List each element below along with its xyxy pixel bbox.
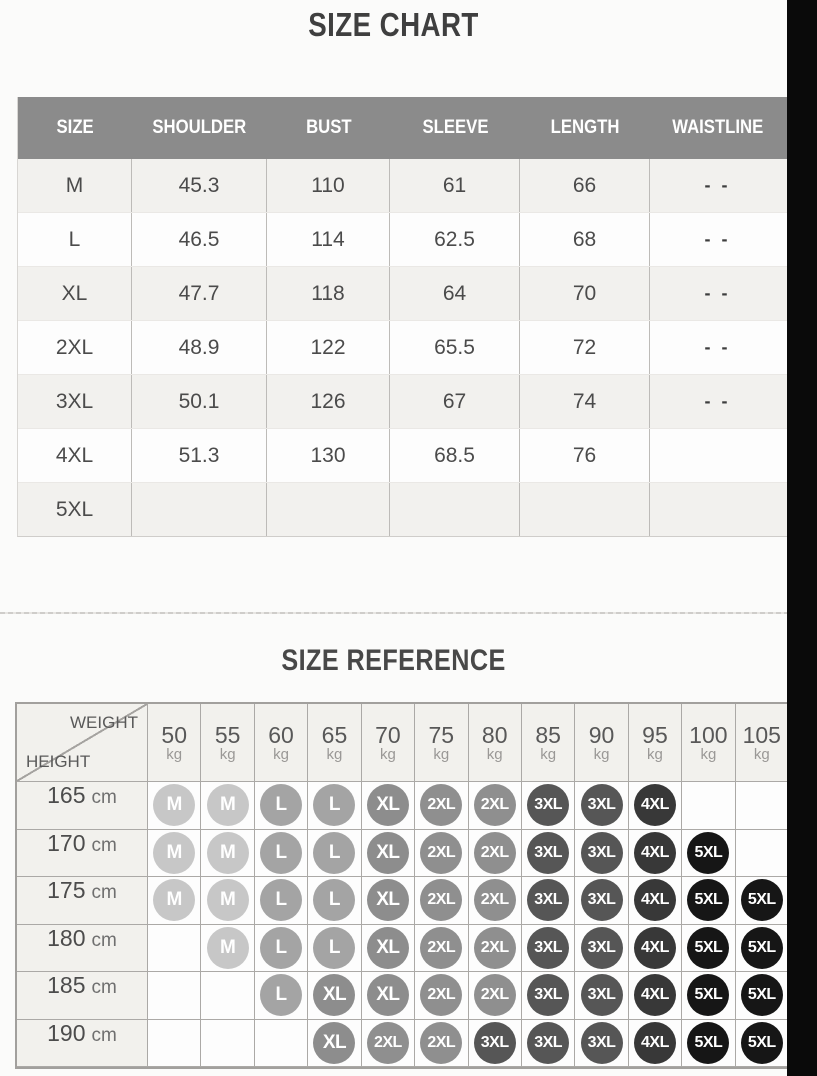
value-cell: 130 xyxy=(267,429,390,482)
size-matrix-cell xyxy=(629,925,682,973)
value-cell: 65.5 xyxy=(390,321,520,374)
weight-header-70kg xyxy=(362,704,415,782)
size-cell: XL xyxy=(18,267,132,320)
column-header-length xyxy=(520,97,650,159)
size-circle-m: M xyxy=(153,879,195,921)
size-chart-row-xl xyxy=(18,267,787,321)
size-circle-m: M xyxy=(207,832,249,874)
size-circle-2xl: 2XL xyxy=(420,784,462,826)
size-matrix-cell xyxy=(362,925,415,973)
size-circle-4xl: 4XL xyxy=(634,1022,676,1064)
size-matrix-cell xyxy=(308,1020,361,1068)
size-circle-3xl: 3XL xyxy=(581,1022,623,1064)
value-cell: 67 xyxy=(390,375,520,428)
size-circle-l: L xyxy=(260,927,302,969)
height-value: 175 xyxy=(47,877,86,903)
size-circle-l: L xyxy=(260,832,302,874)
value-cell: 47.7 xyxy=(132,267,267,320)
size-circle-l: L xyxy=(313,879,355,921)
height-unit: cm xyxy=(91,787,117,808)
size-circle-5xl: 5XL xyxy=(687,974,729,1016)
column-header-label: SHOULDER xyxy=(152,117,247,138)
weight-unit: kg xyxy=(219,745,236,763)
size-circle-xl: XL xyxy=(367,832,409,874)
size-chart-row-2xl xyxy=(18,321,787,375)
size-matrix-cell xyxy=(201,877,254,925)
size-chart-body xyxy=(18,159,787,536)
size-circle-4xl: 4XL xyxy=(634,927,676,969)
size-circle-5xl: 5XL xyxy=(741,1022,783,1064)
weight-header-60kg xyxy=(255,704,308,782)
size-matrix-cell xyxy=(629,1020,682,1068)
size-chart-table xyxy=(17,97,788,537)
size-matrix-cell xyxy=(736,877,789,925)
value-cell: - - xyxy=(704,229,731,249)
size-matrix-cell xyxy=(362,1020,415,1068)
size-matrix-cell xyxy=(469,1020,522,1068)
size-circle-2xl: 2XL xyxy=(474,832,516,874)
weight-value: 90 xyxy=(588,721,615,748)
size-matrix-cell xyxy=(201,782,254,830)
weight-unit: kg xyxy=(433,745,450,763)
size-matrix-cell xyxy=(629,972,682,1020)
size-circle-xl: XL xyxy=(367,927,409,969)
size-matrix-cell xyxy=(682,1020,735,1068)
size-matrix-cell xyxy=(522,972,575,1020)
weight-value: 65 xyxy=(321,721,348,748)
size-matrix-cell xyxy=(148,925,201,973)
height-label-185cm xyxy=(17,972,148,1020)
size-cell: M xyxy=(18,159,132,212)
size-circle-3xl: 3XL xyxy=(581,784,623,826)
value-cell: 70 xyxy=(520,267,650,320)
size-circle-5xl: 5XL xyxy=(687,879,729,921)
weight-value: 50 xyxy=(161,721,187,748)
size-matrix-cell xyxy=(736,972,789,1020)
size-circle-2xl: 2XL xyxy=(420,1022,462,1064)
weight-unit: kg xyxy=(326,745,343,763)
column-header-label: LENGTH xyxy=(550,117,620,138)
size-matrix-cell xyxy=(469,877,522,925)
size-matrix-cell xyxy=(201,925,254,973)
size-matrix-cell xyxy=(148,782,201,830)
value-cell: 45.3 xyxy=(132,159,267,212)
size-circle-m: M xyxy=(153,832,195,874)
right-black-strip xyxy=(787,0,817,1076)
size-circle-2xl: 2XL xyxy=(474,784,516,826)
size-matrix-cell xyxy=(415,972,468,1020)
value-cell: 61 xyxy=(390,159,520,212)
size-circle-3xl: 3XL xyxy=(581,832,623,874)
height-unit: cm xyxy=(91,882,117,903)
size-matrix-cell xyxy=(255,925,308,973)
size-circle-l: L xyxy=(313,784,355,826)
size-matrix-cell xyxy=(575,877,628,925)
value-cell xyxy=(267,483,390,536)
weight-unit: kg xyxy=(166,745,183,763)
size-circle-3xl: 3XL xyxy=(527,1022,569,1064)
size-matrix-cell xyxy=(415,925,468,973)
size-circle-l: L xyxy=(313,927,355,969)
size-matrix-cell xyxy=(682,782,735,830)
size-matrix-cell xyxy=(255,782,308,830)
value-cell: 48.9 xyxy=(132,321,267,374)
size-circle-2xl: 2XL xyxy=(420,974,462,1016)
value-cell: 122 xyxy=(267,321,390,374)
size-matrix-cell xyxy=(682,877,735,925)
size-matrix-cell xyxy=(629,782,682,830)
size-circle-2xl: 2XL xyxy=(474,927,516,969)
size-circle-l: L xyxy=(260,784,302,826)
value-cell: 126 xyxy=(267,375,390,428)
size-matrix-cell xyxy=(308,972,361,1020)
size-matrix-cell xyxy=(201,972,254,1020)
size-circle-5xl: 5XL xyxy=(741,974,783,1016)
weight-unit: kg xyxy=(753,745,770,763)
size-matrix-cell xyxy=(148,1020,201,1068)
value-cell: - - xyxy=(704,391,731,411)
weight-header-55kg xyxy=(201,704,254,782)
height-value: 190 xyxy=(47,1019,86,1046)
weight-unit: kg xyxy=(540,745,557,763)
size-matrix-cell xyxy=(415,830,468,878)
size-matrix-cell xyxy=(629,830,682,878)
height-value: 180 xyxy=(47,924,86,951)
weight-header-95kg xyxy=(629,704,682,782)
height-unit: cm xyxy=(91,977,117,998)
size-circle-3xl: 3XL xyxy=(527,974,569,1016)
value-cell: - - xyxy=(704,283,731,303)
value-cell xyxy=(650,429,785,482)
size-reference-title-text: SIZE REFERENCE xyxy=(281,644,506,677)
value-cell xyxy=(520,483,650,536)
size-matrix-cell xyxy=(255,972,308,1020)
size-matrix-cell xyxy=(362,782,415,830)
size-matrix-cell xyxy=(148,830,201,878)
size-chart-title xyxy=(0,6,787,44)
value-cell: 118 xyxy=(267,267,390,320)
height-label-180cm xyxy=(17,925,148,973)
size-matrix-cell xyxy=(469,782,522,830)
size-matrix-cell xyxy=(575,782,628,830)
size-matrix-cell xyxy=(201,1020,254,1068)
size-cell: 4XL xyxy=(18,429,132,482)
size-circle-4xl: 4XL xyxy=(634,879,676,921)
size-circle-3xl: 3XL xyxy=(581,927,623,969)
size-matrix-cell xyxy=(629,877,682,925)
value-cell: 68.5 xyxy=(390,429,520,482)
size-matrix-cell xyxy=(201,830,254,878)
size-circle-m: M xyxy=(207,784,249,826)
size-circle-xl: XL xyxy=(367,879,409,921)
size-circle-m: M xyxy=(207,879,249,921)
size-matrix-cell xyxy=(575,1020,628,1068)
size-circle-2xl: 2XL xyxy=(420,832,462,874)
size-matrix-cell xyxy=(362,877,415,925)
size-matrix-cell xyxy=(522,925,575,973)
weight-unit: kg xyxy=(273,745,289,763)
size-circle-3xl: 3XL xyxy=(527,832,569,874)
weight-value: 75 xyxy=(428,721,455,748)
weight-header-90kg xyxy=(575,704,628,782)
weight-header-50kg xyxy=(148,704,201,782)
size-circle-3xl: 3XL xyxy=(527,879,569,921)
size-circle-xl: XL xyxy=(313,974,355,1016)
size-circle-2xl: 2XL xyxy=(420,879,462,921)
size-circle-3xl: 3XL xyxy=(527,927,569,969)
size-circle-l: L xyxy=(260,974,302,1016)
weight-header-75kg xyxy=(415,704,468,782)
weight-unit: kg xyxy=(486,745,503,763)
weight-header-105kg xyxy=(736,704,789,782)
size-circle-2xl: 2XL xyxy=(367,1022,409,1064)
column-header-waistline xyxy=(650,97,785,159)
value-cell: - - xyxy=(704,337,731,357)
value-cell: 72 xyxy=(520,321,650,374)
size-matrix-cell xyxy=(308,877,361,925)
value-cell: - - xyxy=(704,175,731,195)
size-circle-l: L xyxy=(260,879,302,921)
size-circle-3xl: 3XL xyxy=(527,784,569,826)
size-chart-row-4xl xyxy=(18,429,787,483)
column-header-sleeve xyxy=(390,97,520,159)
value-cell: 51.3 xyxy=(132,429,267,482)
size-matrix-cell xyxy=(522,877,575,925)
value-cell xyxy=(390,483,520,536)
size-cell: L xyxy=(18,213,132,266)
size-chart-row-5xl xyxy=(18,483,787,536)
size-circle-m: M xyxy=(153,784,195,826)
size-circle-2xl: 2XL xyxy=(474,974,516,1016)
height-unit: cm xyxy=(91,1024,117,1046)
size-matrix-cell xyxy=(148,877,201,925)
size-circle-5xl: 5XL xyxy=(687,1022,729,1064)
size-chart-title-text: SIZE CHART xyxy=(308,6,479,43)
height-label-170cm xyxy=(17,830,148,878)
size-circle-m: M xyxy=(207,927,249,969)
size-circle-4xl: 4XL xyxy=(634,784,676,826)
size-matrix-cell xyxy=(575,972,628,1020)
size-matrix-cell xyxy=(255,877,308,925)
value-cell: 110 xyxy=(267,159,390,212)
size-circle-l: L xyxy=(313,832,355,874)
value-cell: 68 xyxy=(520,213,650,266)
size-matrix-cell xyxy=(682,972,735,1020)
column-header-label: SIZE xyxy=(56,117,94,138)
value-cell: 74 xyxy=(520,375,650,428)
weight-unit: kg xyxy=(700,745,717,763)
size-reference-title xyxy=(0,644,787,678)
value-cell: 76 xyxy=(520,429,650,482)
column-header-label: BUST xyxy=(305,117,352,138)
value-cell xyxy=(132,483,267,536)
size-chart-row-l xyxy=(18,213,787,267)
height-unit: cm xyxy=(91,929,117,951)
weight-axis-label: WEIGHT xyxy=(70,713,138,732)
size-matrix-cell xyxy=(736,830,789,878)
size-matrix-cell xyxy=(469,830,522,878)
height-unit: cm xyxy=(91,834,117,856)
size-matrix-cell xyxy=(415,1020,468,1068)
size-circle-3xl: 3XL xyxy=(474,1022,516,1064)
size-circle-5xl: 5XL xyxy=(687,832,729,874)
height-value: 170 xyxy=(47,829,86,856)
size-circle-2xl: 2XL xyxy=(474,879,516,921)
column-header-bust xyxy=(267,97,390,159)
size-matrix-cell xyxy=(415,877,468,925)
column-header-shoulder xyxy=(132,97,267,159)
column-header-size xyxy=(18,97,132,159)
size-chart-row-m xyxy=(18,159,787,213)
height-label-175cm xyxy=(17,877,148,925)
size-circle-xl: XL xyxy=(367,974,409,1016)
size-circle-xl: XL xyxy=(313,1022,355,1064)
size-matrix-cell xyxy=(682,925,735,973)
size-cell: 5XL xyxy=(18,483,132,536)
size-circle-xl: XL xyxy=(367,784,409,826)
weight-value: 60 xyxy=(268,721,294,748)
weight-unit: kg xyxy=(379,745,396,763)
column-header-label: WAISTLINE xyxy=(671,117,764,138)
size-matrix-cell xyxy=(522,1020,575,1068)
value-cell: 62.5 xyxy=(390,213,520,266)
size-matrix-cell xyxy=(522,830,575,878)
section-divider xyxy=(0,612,787,614)
size-matrix-cell xyxy=(575,925,628,973)
weight-value: 70 xyxy=(375,721,401,748)
value-cell: 114 xyxy=(267,213,390,266)
value-cell: 46.5 xyxy=(132,213,267,266)
weight-header-85kg xyxy=(522,704,575,782)
height-label-190cm xyxy=(17,1020,148,1068)
value-cell: 66 xyxy=(520,159,650,212)
size-matrix-cell xyxy=(362,830,415,878)
size-cell: 2XL xyxy=(18,321,132,374)
corner-cell xyxy=(17,704,148,782)
size-circle-5xl: 5XL xyxy=(687,927,729,969)
size-circle-3xl: 3XL xyxy=(581,974,623,1016)
height-value: 185 xyxy=(47,972,86,998)
size-circle-2xl: 2XL xyxy=(420,927,462,969)
size-chart-row-3xl xyxy=(18,375,787,429)
size-matrix-cell xyxy=(255,1020,308,1068)
weight-header-80kg xyxy=(469,704,522,782)
weight-header-100kg xyxy=(682,704,735,782)
height-label-165cm xyxy=(17,782,148,830)
size-matrix-cell xyxy=(736,782,789,830)
size-circle-5xl: 5XL xyxy=(741,927,783,969)
height-axis-label: HEIGHT xyxy=(26,752,91,771)
size-matrix-cell xyxy=(362,972,415,1020)
size-circle-4xl: 4XL xyxy=(634,974,676,1016)
size-matrix-cell xyxy=(255,830,308,878)
size-matrix-cell xyxy=(575,830,628,878)
size-matrix-cell xyxy=(308,782,361,830)
weight-value: 100 xyxy=(689,721,728,748)
size-matrix-cell xyxy=(736,1020,789,1068)
size-circle-4xl: 4XL xyxy=(634,832,676,874)
size-circle-3xl: 3XL xyxy=(581,879,623,921)
weight-value: 55 xyxy=(214,721,241,748)
weight-unit: kg xyxy=(593,745,610,763)
size-matrix-cell xyxy=(736,925,789,973)
value-cell xyxy=(650,483,785,536)
size-matrix-cell xyxy=(415,782,468,830)
size-matrix-cell xyxy=(308,830,361,878)
size-chart-header-row xyxy=(18,97,787,159)
size-matrix-cell xyxy=(148,972,201,1020)
size-matrix-cell xyxy=(682,830,735,878)
column-header-label: SLEEVE xyxy=(421,117,488,138)
size-matrix-cell xyxy=(522,782,575,830)
weight-unit: kg xyxy=(647,745,663,763)
size-matrix-cell xyxy=(469,925,522,973)
height-value: 165 xyxy=(47,782,86,808)
size-cell: 3XL xyxy=(18,375,132,428)
weight-value: 105 xyxy=(742,721,781,748)
size-matrix-cell xyxy=(308,925,361,973)
weight-value: 85 xyxy=(535,721,561,748)
value-cell: 50.1 xyxy=(132,375,267,428)
value-cell: 64 xyxy=(390,267,520,320)
weight-value: 80 xyxy=(481,721,508,748)
weight-value: 95 xyxy=(642,721,668,748)
size-reference-table xyxy=(15,702,791,1069)
size-circle-5xl: 5XL xyxy=(741,879,783,921)
weight-header-65kg xyxy=(308,704,361,782)
size-matrix-cell xyxy=(469,972,522,1020)
